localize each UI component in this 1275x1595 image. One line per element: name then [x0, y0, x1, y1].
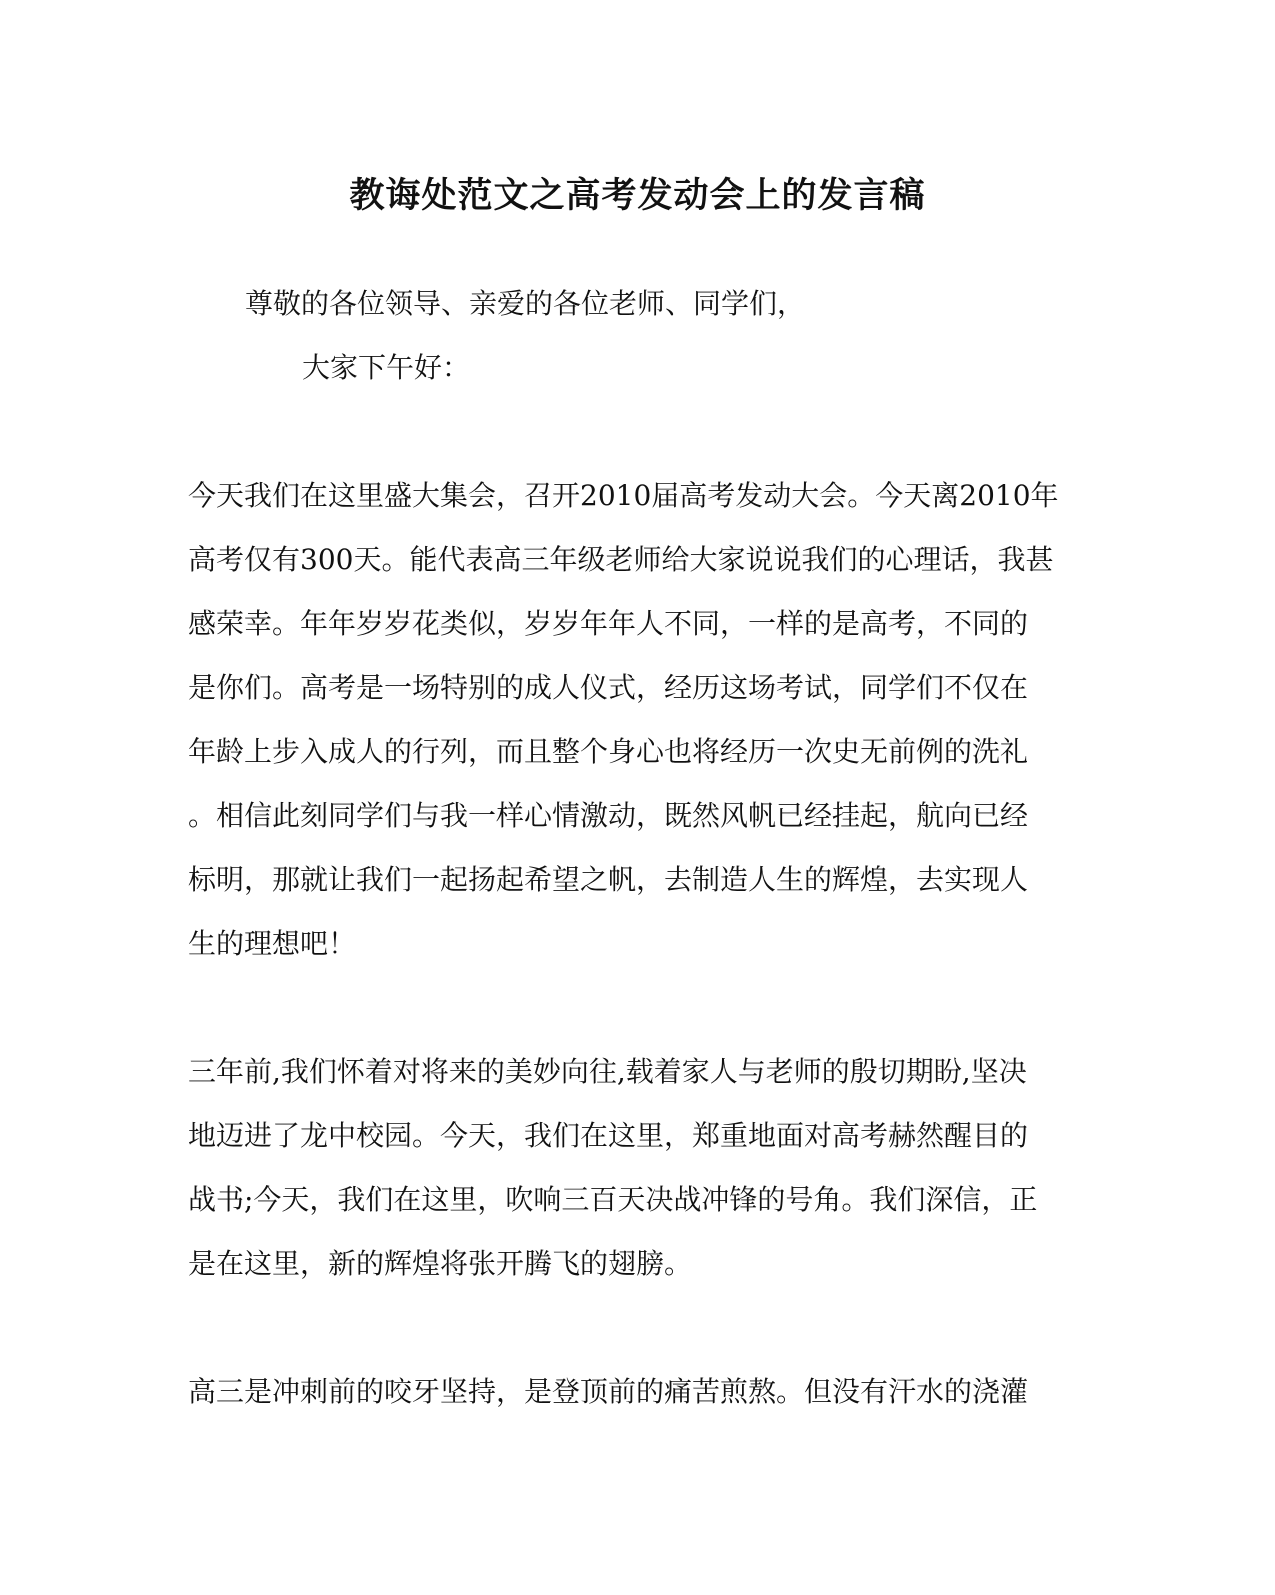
paragraph-3-line-1: 高三是冲刺前的咬牙坚持，是登顶前的痛苦煎熬。但没有汗水的浇灌	[188, 1375, 1029, 1408]
document-title: 教诲处范文之高考发动会上的发言稿	[349, 175, 926, 216]
paragraph-1-line-8: 生的理想吧！	[188, 927, 357, 960]
greeting-line: 大家下午好：	[302, 351, 471, 384]
paragraph-1-line-7: 标明，那就让我们一起扬起希望之帆，去制造人生的辉煌，去实现人	[188, 863, 1029, 896]
salutation-line: 尊敬的各位领导、亲爱的各位老师、同学们，	[245, 287, 806, 320]
paragraph-1-line-1: 今天我们在这里盛大集会，召开2010届高考发动大会。今天离2010年	[188, 479, 1059, 512]
paragraph-2-line-4: 是在这里，新的辉煌将张开腾飞的翅膀。	[188, 1247, 693, 1280]
paragraph-2-line-3: 战书;今天，我们在这里，吹响三百天决战冲锋的号角。我们深信，正	[188, 1183, 1038, 1216]
paragraph-1-line-6: 。相信此刻同学们与我一样心情激动，既然风帆已经挂起，航向已经	[188, 799, 1029, 832]
paragraph-1-line-3: 感荣幸。年年岁岁花类似，岁岁年年人不同，一样的是高考，不同的	[188, 607, 1029, 640]
paragraph-2-line-1: 三年前,我们怀着对将来的美妙向往,载着家人与老师的殷切期盼,坚决	[188, 1055, 1027, 1088]
paragraph-1-line-5: 年龄上步入成人的行列，而且整个身心也将经历一次史无前例的洗礼	[188, 735, 1029, 768]
paragraph-2-line-2: 地迈进了龙中校园。今天，我们在这里，郑重地面对高考赫然醒目的	[188, 1119, 1029, 1152]
paragraph-1-line-2: 高考仅有300天。能代表高三年级老师给大家说说我们的心理话，我甚	[188, 543, 1054, 576]
paragraph-1-line-4: 是你们。高考是一场特别的成人仪式，经历这场考试，同学们不仅在	[188, 671, 1029, 704]
